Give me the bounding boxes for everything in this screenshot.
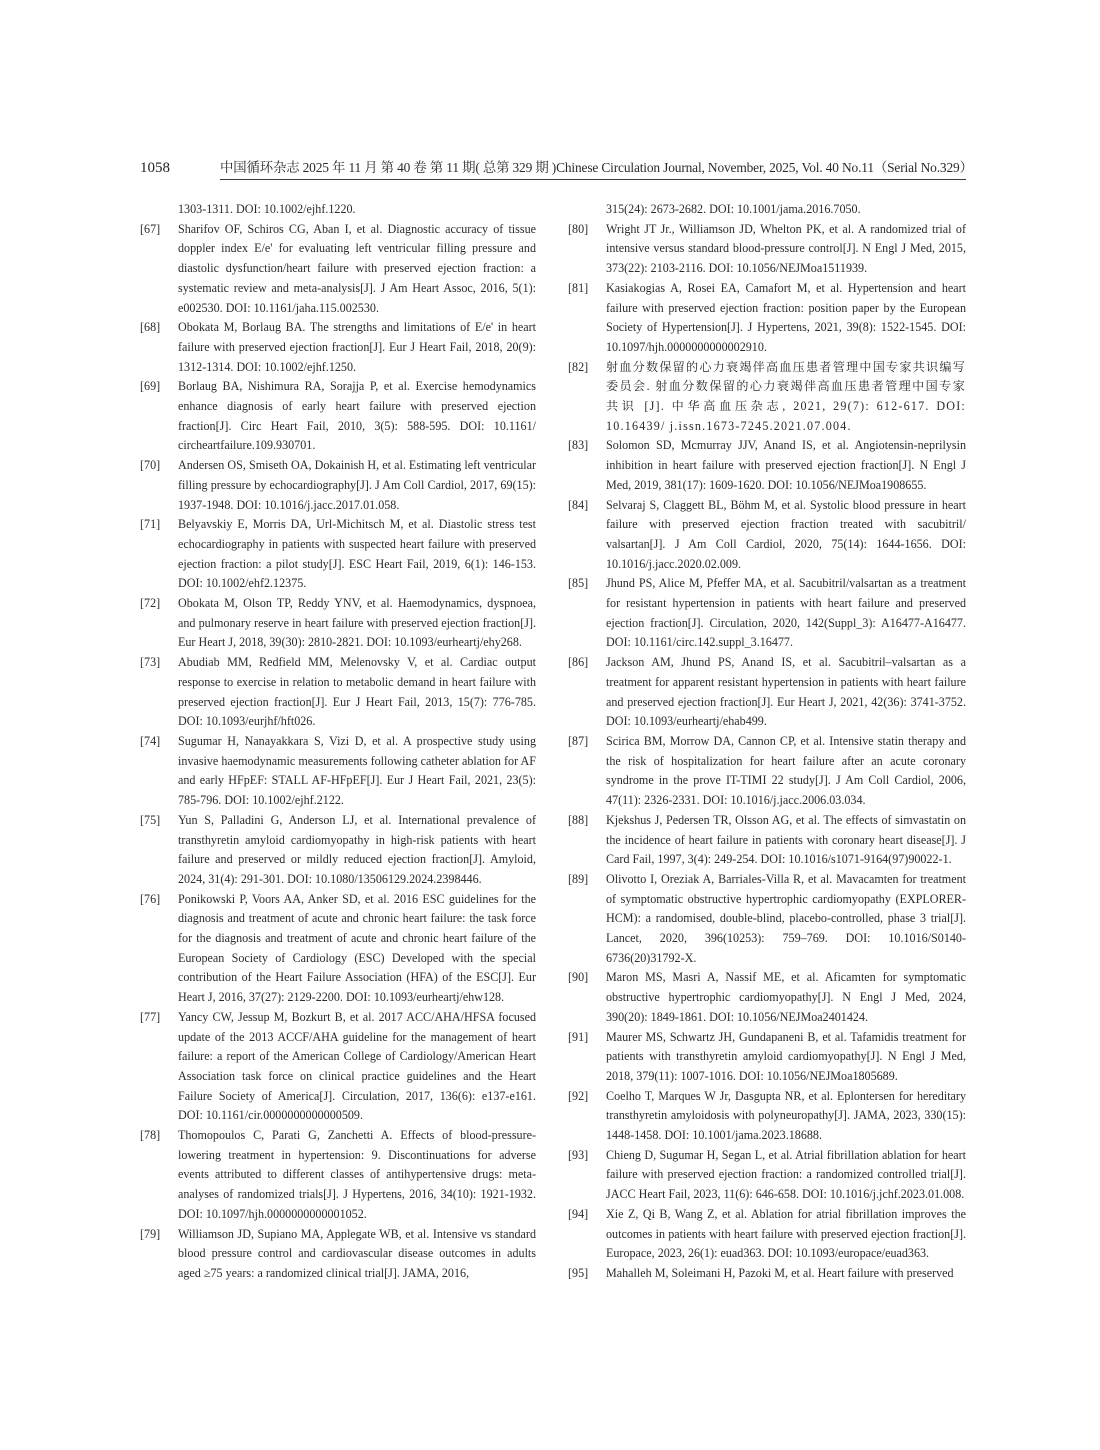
reference-text: Kjekshus J, Pedersen TR, Olsson AG, et al. The effects of simvastatin on the incidence of heart failure in patients with coronary heart disease[J]. J Card Fail, 1997, 3(4): 249-254. DOI: 10.1016/s1071-9164(97)90022-1. <box>606 812 966 867</box>
reference-item <box>568 1264 966 1284</box>
reference-text: 射血分数保留的心力衰竭伴高血压患者管理中国专家共识编写委员会. 射血分数保留的心力衰竭伴高血压患者管理中国专家共识 [J]. 中华高血压杂志, 2021, 29(7): 612-617. DOI: 10.16439/ j.issn.1673-7245.2021.07.004. <box>606 359 966 433</box>
reference-item <box>140 811 536 890</box>
right-column <box>568 200 966 1284</box>
reference-item <box>568 811 966 870</box>
reference-item <box>568 1087 966 1146</box>
reference-number: [76] <box>140 891 161 906</box>
reference-number: [86] <box>568 655 589 670</box>
running-title: 中国循环杂志 2025 年 11 月 第 40 卷 第 11 期( 总第 329 期 )Chinese Circulation Journal, November, 2025, Vol. 40 No.11（Serial No.329） <box>220 158 966 180</box>
reference-number: [94] <box>568 1206 589 1221</box>
reference-text: Obokata M, Olson TP, Reddy YNV, et al. Haemodynamics, dyspnoea, and pulmonary reserve in heart failure with preserved ejection fraction[J]. Eur Heart J, 2018, 39(30): 2810-2821. DOI: 10.1093/eurheartj/ehy268. <box>178 596 536 650</box>
reference-number: [93] <box>568 1147 589 1162</box>
page-header <box>140 158 973 182</box>
reference-text: Williamson JD, Supiano MA, Applegate WB, et al. Intensive vs standard blood pressure control and cardiovascular disease outcomes in adults aged ≥75 years: a randomized clinical trial[J]. JAMA, 2016, <box>178 1226 536 1280</box>
reference-number: [74] <box>140 733 161 748</box>
reference-number: [87] <box>568 733 589 748</box>
reference-text: Wright JT Jr., Williamson JD, Whelton PK, et al. A randomized trial of intensive versus standard blood-pressure control[J]. N Engl J Med, 2015, 373(22): 2103-2116. DOI: 10.1056/NEJMoa1511939. <box>606 221 966 276</box>
reference-text: Andersen OS, Smiseth OA, Dokainish H, et al. Estimating left ventricular filling pressure by echocardiography[J]. J Am Coll Cardiol, 2017, 69(15): 1937-1948. DOI: 10.1016/j.jacc.2017.01.058. <box>178 458 536 512</box>
reference-item <box>140 318 536 377</box>
reference-text: Yancy CW, Jessup M, Bozkurt B, et al. 2017 ACC/AHA/HFSA focused update of the 2013 ACCF/AHA guideline for the management of heart failure: a report of the American College of Cardiology/American Heart Association task force on clinical practice guidelines and the Heart Failure Society of America[J]. Circulation, 2017, 136(6): e137-e161. DOI: 10.1161/cir.0000000000000509. <box>178 1009 536 1123</box>
reference-number: [88] <box>568 812 589 827</box>
reference-item <box>568 653 966 732</box>
reference-item <box>568 279 966 358</box>
reference-text: Ponikowski P, Voors AA, Anker SD, et al. 2016 ESC guidelines for the diagnosis and treatment of acute and chronic heart failure: the task force for the diagnosis and treatment of acute and chronic heart failure of the European Society of Cardiology (ESC) Developed with the special contribution of the Heart Failure Association (HFA) of the ESC[J]. Eur Heart J, 2016, 37(27): 2129-2200. DOI: 10.1093/eurheartj/ehw128. <box>178 891 536 1005</box>
reference-continuation <box>140 200 536 220</box>
reference-item <box>140 890 536 1008</box>
reference-number: [85] <box>568 576 589 591</box>
reference-item <box>568 436 966 495</box>
reference-number: [81] <box>568 280 589 295</box>
reference-text: Sharifov OF, Schiros CG, Aban I, et al. Diagnostic accuracy of tissue doppler index E/e' for evaluating left ventricular filling pressure and diastolic dysfunction/heart failure with preserved ejection fraction: a systematic review and meta-analysis[J]. J Am Heart Assoc, 2016, 5(1): e002530. DOI: 10.1161/jaha.115.002530. <box>178 221 536 315</box>
reference-number: [70] <box>140 458 161 473</box>
reference-number: [84] <box>568 497 589 512</box>
reference-text: Thomopoulos C, Parati G, Zanchetti A. Effects of blood-pressure-lowering treatment in hypertension: 9. Discontinuations for adverse events attributed to different classes of antihypertensive drugs: meta-analyses of randomized trials[J]. J Hypertens, 2016, 34(10): 1921-1932. DOI: 10.1097/hjh.0000000000001052. <box>178 1128 536 1221</box>
reference-text: Jackson AM, Jhund PS, Anand IS, et al. Sacubitril–valsartan as a treatment for apparent resistant hypertension in patients with heart failure and preserved ejection fraction[J]. Eur Heart J, 2021, 42(36): 3741-3752. DOI: 10.1093/eurheartj/ehab499. <box>606 655 966 729</box>
reference-item <box>568 968 966 1027</box>
reference-item <box>140 515 536 594</box>
reference-text: Belyavskiy E, Morris DA, Url-Michitsch M, et al. Diastolic stress test echocardiography in patients with suspected heart failure with preserved ejection fraction: a pilot study[J]. ESC Heart Fail, 2019, 6(1): 146-153. DOI: 10.1002/ehf2.12375. <box>178 517 536 591</box>
reference-number: [80] <box>568 221 589 236</box>
reference-text: Coelho T, Marques W Jr, Dasgupta NR, et al. Eplontersen for hereditary transthyretin amyloidosis with polyneuropathy[J]. JAMA, 2023, 330(15): 1448-1458. DOI: 10.1001/jama.2023.18688. <box>606 1088 966 1143</box>
reference-text: 315(24): 2673-2682. DOI: 10.1001/jama.2016.7050. <box>606 202 861 216</box>
reference-item <box>140 732 536 811</box>
reference-item <box>140 220 536 319</box>
reference-number: [82] <box>568 359 589 374</box>
reference-item <box>568 732 966 811</box>
reference-text: Abudiab MM, Redfield MM, Melenovsky V, et al. Cardiac output response to exercise in relation to metabolic demand in heart failure with preserved ejection fraction[J]. Eur J Heart Fail, 2013, 15(7): 776-785. DOI: 10.1093/eurjhf/hft026. <box>178 655 536 729</box>
reference-continuation <box>568 200 966 220</box>
reference-number: [68] <box>140 320 161 335</box>
reference-number: [77] <box>140 1009 161 1024</box>
reference-item <box>140 1008 536 1126</box>
reference-item <box>140 653 536 732</box>
reference-item <box>568 870 966 969</box>
reference-text: Chieng D, Sugumar H, Segan L, et al. Atrial fibrillation ablation for heart failure with preserved ejection fraction: a randomized controlled trial[J]. JACC Heart Fail, 2023, 11(6): 646-658. DOI: 10.1016/j.jchf.2023.01.008. <box>606 1147 966 1202</box>
reference-text: Solomon SD, Mcmurray JJV, Anand IS, et al. Angiotensin-neprilysin inhibition in heart failure with preserved ejection fraction[J]. N Engl J Med, 2019, 381(17): 1609-1620. DOI: 10.1056/NEJMoa1908655. <box>606 438 966 492</box>
reference-number: [67] <box>140 221 161 236</box>
reference-number: [79] <box>140 1226 161 1241</box>
reference-text: 1303-1311. DOI: 10.1002/ejhf.1220. <box>178 202 356 216</box>
reference-item <box>140 456 536 515</box>
reference-item <box>568 574 966 653</box>
reference-number: [69] <box>140 379 161 394</box>
page-number: 1058 <box>140 160 170 176</box>
reference-number: [73] <box>140 655 161 670</box>
reference-text: Kasiakogias A, Rosei EA, Camafort M, et al. Hypertension and heart failure with preserved ejection fraction: position paper by the European Society of Hypertension[J]. J Hypertens, 2021, 39(8): 1522-1545. DOI: 10.1097/hjh.0000000000002910. <box>606 280 966 354</box>
reference-number: [89] <box>568 871 589 886</box>
reference-item <box>568 358 966 437</box>
reference-text: Yun S, Palladini G, Anderson LJ, et al. International prevalence of transthyretin amyloid cardiomyopathy in high-risk patients with heart failure and preserved or mildly reduced ejection fraction[J]. Amyloid, 2024, 31(4): 291-301. DOI: 10.1080/13506129.2024.2398446. <box>178 812 536 886</box>
reference-number: [90] <box>568 970 589 985</box>
reference-item <box>568 1028 966 1087</box>
reference-number: [72] <box>140 596 161 611</box>
reference-number: [71] <box>140 517 161 532</box>
reference-text: Olivotto I, Oreziak A, Barriales-Villa R, et al. Mavacamten for treatment of symptomatic obstructive hypertrophic cardiomyopathy (EXPLORER-HCM): a randomised, double-blind, placebo-controlled, phase 3 trial[J]. Lancet, 2020, 396(10253): 759–769. DOI: 10.1016/S0140-6736(20)31792-X. <box>606 871 966 965</box>
reference-item <box>140 1225 536 1284</box>
reference-text: Selvaraj S, Claggett BL, Böhm M, et al. Systolic blood pressure in heart failure with preserved ejection fraction treated with sacubitril/ valsartan[J]. J Am Coll Cardiol, 2020, 75(14): 1644-1656. DOI: 10.1016/j.jacc.2020.02.009. <box>606 497 966 571</box>
reference-text: Scirica BM, Morrow DA, Cannon CP, et al. Intensive statin therapy and the risk of hospitalization for heart failure after an acute coronary syndrome in the prove IT-TIMI 22 study[J]. J Am Coll Cardiol, 2006, 47(11): 2326-2331. DOI: 10.1016/j.jacc.2006.03.034. <box>606 733 966 808</box>
reference-item <box>140 377 536 456</box>
reference-text: Obokata M, Borlaug BA. The strengths and limitations of E/e' in heart failure with preserved ejection fraction[J]. Eur J Heart Fail, 2018, 20(9): 1312-1314. DOI: 10.1002/ejhf.1250. <box>178 320 536 374</box>
reference-number: [75] <box>140 812 161 827</box>
reference-number: [78] <box>140 1128 161 1143</box>
reference-text: Borlaug BA, Nishimura RA, Sorajja P, et al. Exercise hemodynamics enhance diagnosis of early heart failure with preserved ejection fraction[J]. Circ Heart Fail, 2010, 3(5): 588-595. DOI: 10.1161/ circheartfailure.109.930701. <box>178 379 536 453</box>
left-column <box>140 200 536 1284</box>
reference-number: [92] <box>568 1088 589 1103</box>
reference-number: [83] <box>568 438 589 453</box>
reference-text: Maurer MS, Schwartz JH, Gundapaneni B, et al. Tafamidis treatment for patients with transthyretin amyloid cardiomyopathy[J]. N Engl J Med, 2018, 379(11): 1007-1016. DOI: 10.1056/NEJMoa1805689. <box>606 1029 966 1083</box>
reference-item <box>568 220 966 279</box>
reference-text: Jhund PS, Alice M, Pfeffer MA, et al. Sacubitril/valsartan as a treatment for resistant hypertension in patients with heart failure and preserved ejection fraction[J]. Circulation, 2020, 142(Suppl_3): A16477-A16477. DOI: 10.1161/circ.142.suppl_3.16477. <box>606 576 966 650</box>
reference-item <box>140 1126 536 1225</box>
reference-item <box>568 1205 966 1264</box>
reference-text: Maron MS, Masri A, Nassif ME, et al. Aficamten for symptomatic obstructive hypertrophic cardiomyopathy[J]. N Engl J Med, 2024, 390(20): 1849-1861. DOI: 10.1056/NEJMoa2401424. <box>606 970 966 1024</box>
reference-number: [91] <box>568 1029 589 1044</box>
reference-item <box>568 496 966 575</box>
reference-item <box>568 1146 966 1205</box>
reference-text: Mahalleh M, Soleimani H, Pazoki M, et al. Heart failure with preserved <box>606 1265 954 1280</box>
reference-item <box>140 594 536 653</box>
reference-number: [95] <box>568 1265 589 1280</box>
reference-text: Sugumar H, Nanayakkara S, Vizi D, et al. A prospective study using invasive haemodynamic measurements following catheter ablation for AF and early HFpEF: STALL AF-HFpEF[J]. Eur J Heart Fail, 2021, 23(5): 785-796. DOI: 10.1002/ejhf.2122. <box>178 733 536 808</box>
reference-text: Xie Z, Qi B, Wang Z, et al. Ablation for atrial fibrillation improves the outcomes in patients with heart failure with preserved ejection fraction[J]. Europace, 2023, 26(1): euad363. DOI: 10.1093/europace/euad363. <box>606 1206 966 1261</box>
